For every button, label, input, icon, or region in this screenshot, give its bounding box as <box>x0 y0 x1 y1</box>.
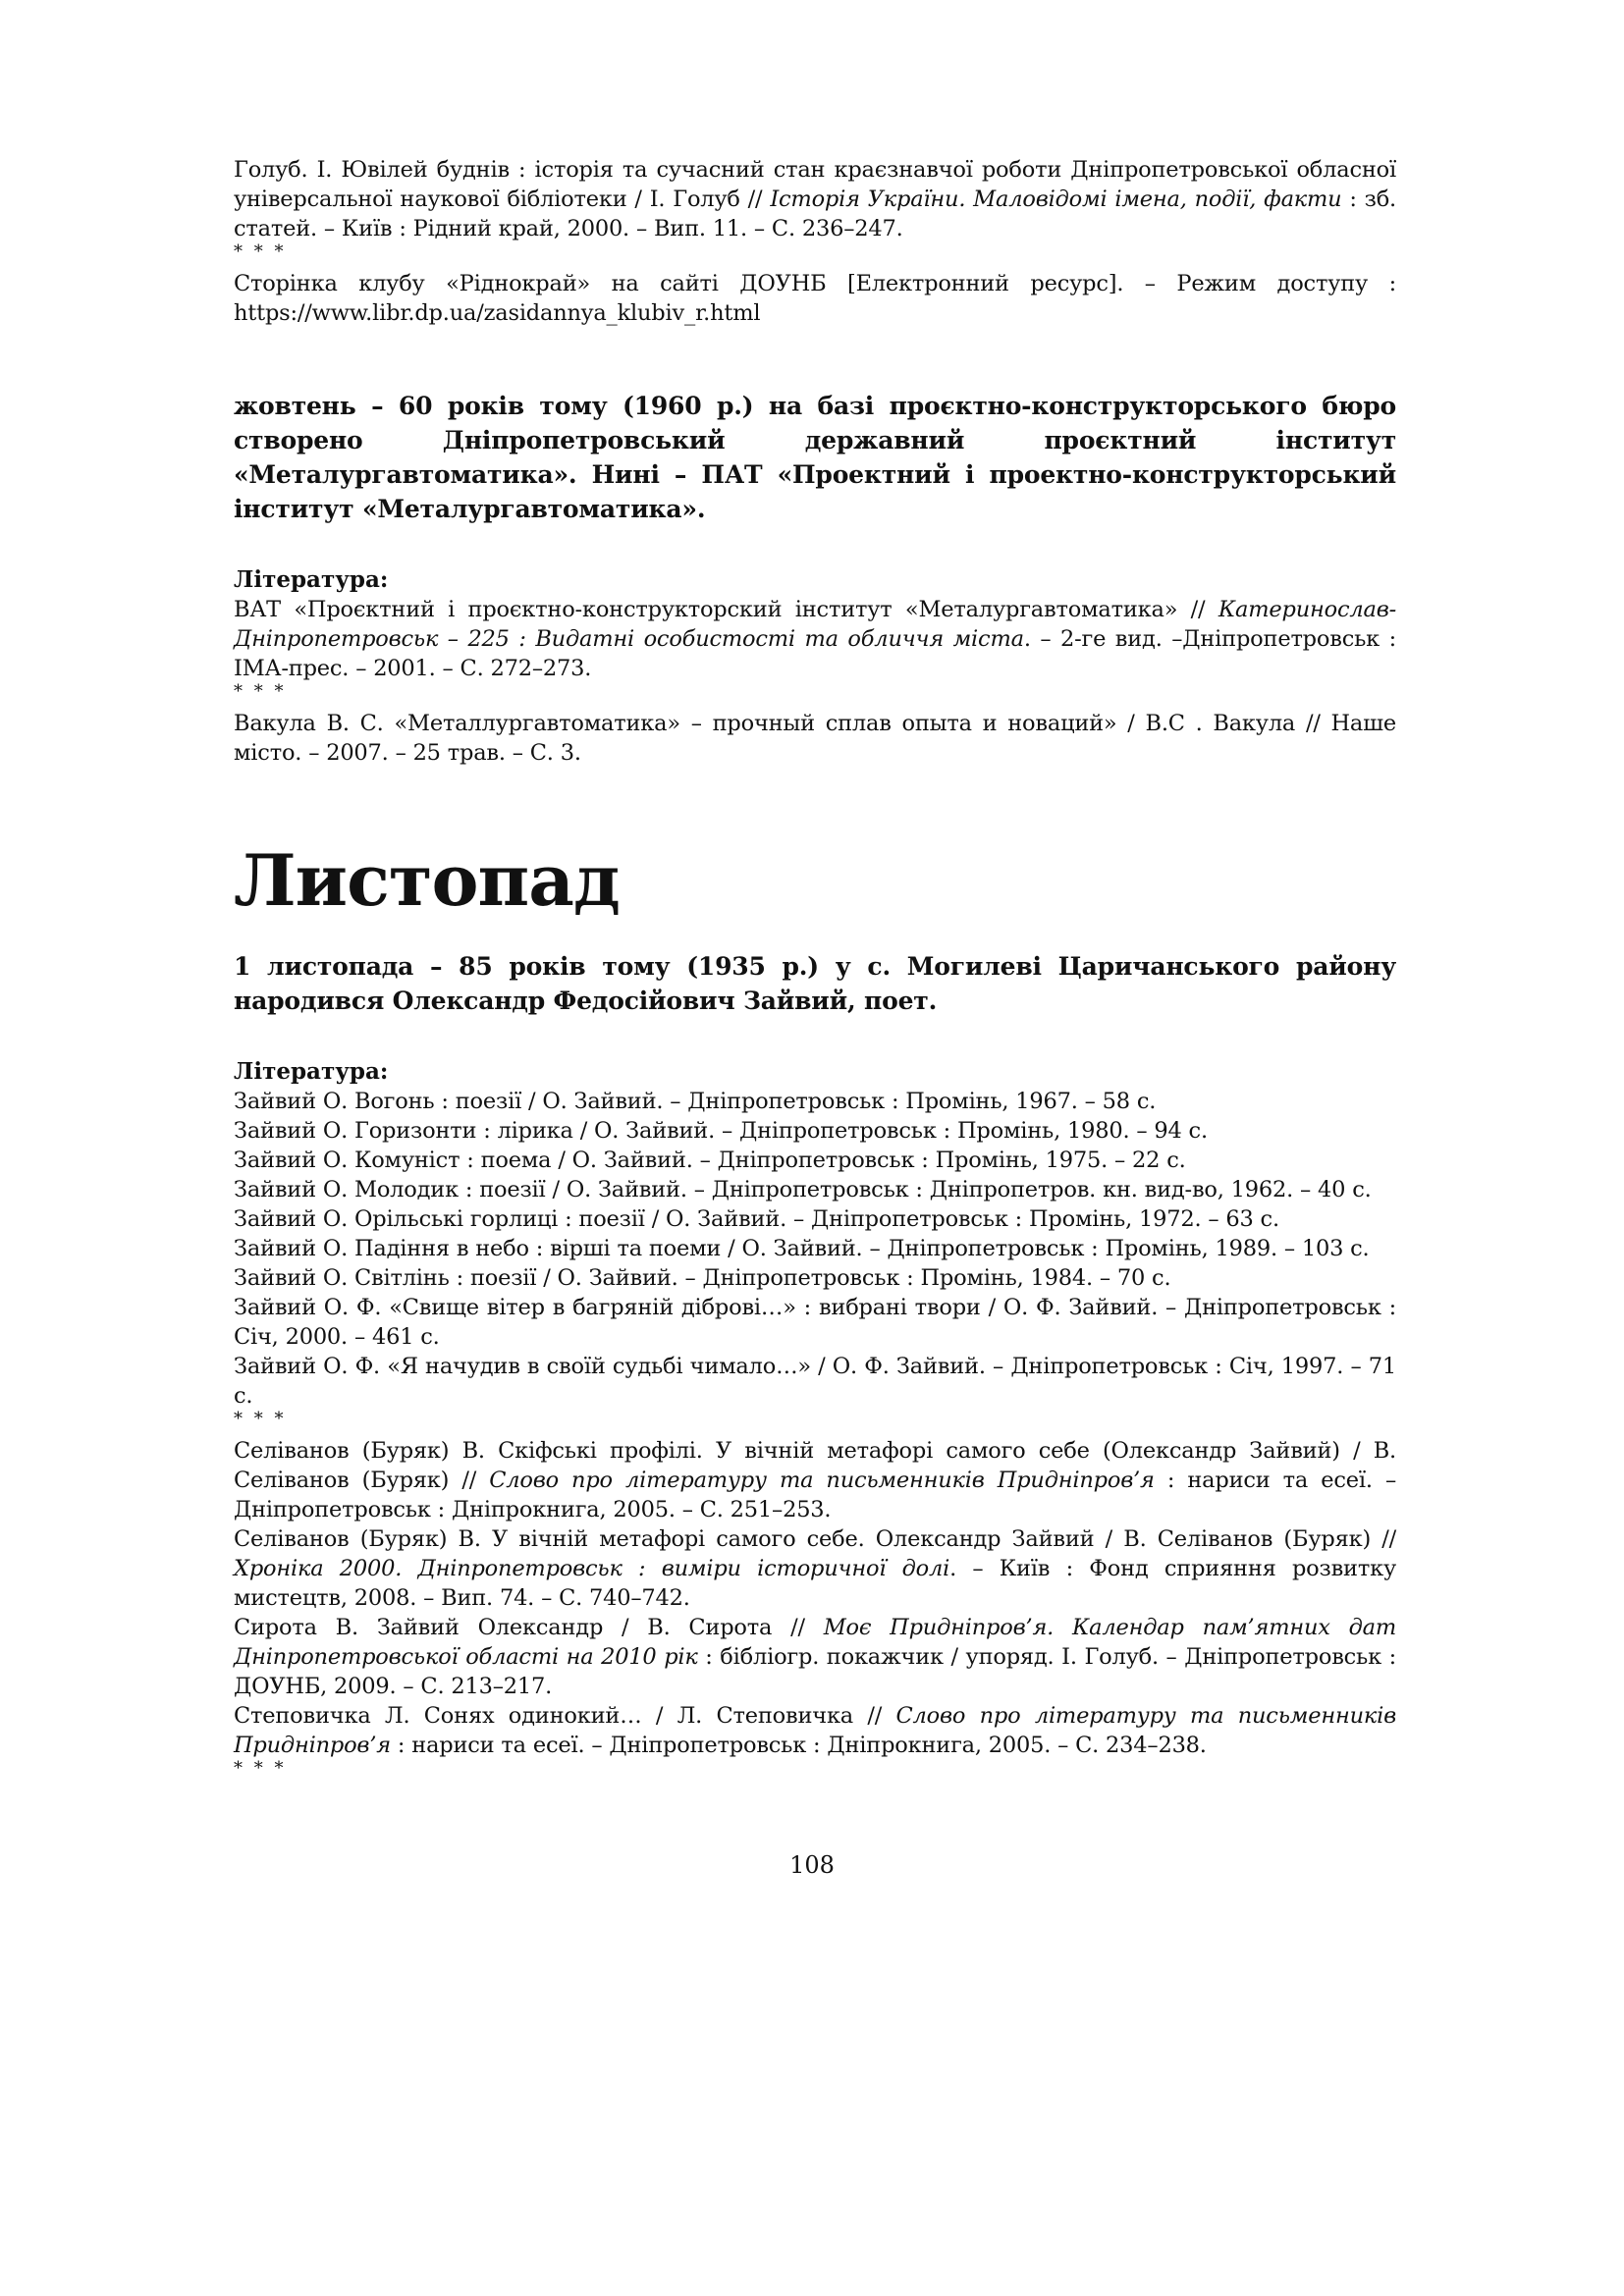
reference-text: : нариси та есеї. – Дніпропетровськ : Дніпрокнига, 2005. – С. 234–238. <box>390 1733 1207 1758</box>
reference-title-italic: Слово про літературу та письменників Придніпров’я <box>489 1468 1155 1493</box>
reference-entry <box>234 1524 1396 1613</box>
reference-entry <box>234 1613 1396 1701</box>
reference-text: Зайвий О. Молодик : поезії / О. Зайвий. – Дніпропетровськ : Дніпропетров. кн. вид-во, 1962. – 40 с. <box>234 1177 1372 1202</box>
reference-entry <box>234 1204 1396 1234</box>
reference-text: Зайвий О. Горизонти : лірика / О. Зайвий. – Дніпропетровськ : Промінь, 1980. – 94 с. <box>234 1118 1208 1144</box>
references-block-1 <box>234 155 1396 328</box>
reference-entry <box>234 1263 1396 1293</box>
separator-stars: * * * <box>234 681 287 702</box>
reference-entry <box>234 269 1396 328</box>
reference-text: Сторінка клубу «Ріднокрай» на сайті ДОУНБ [Електронний ресурс]. – Режим доступу : https://www.libr.dp.ua/zasidannya_klubiv_r.html <box>234 271 1396 326</box>
reference-title-italic: Історія України. Маловідомі імена, події, факти <box>770 187 1342 212</box>
page-number: 108 <box>789 1851 835 1879</box>
reference-text: Зайвий О. Ф. «Я начудив в своїй судьбі чимало…» / О. Ф. Зайвий. – Дніпропетровськ : Січ, 1997. – 71 с. <box>234 1354 1396 1409</box>
reference-text: Степовичка Л. Сонях одинокий… / Л. Степовичка // <box>234 1703 896 1729</box>
reference-text: : зб. статей. – Київ : Рідний край, 2000. – Вип. 11. – С. 236–247. <box>234 187 1397 241</box>
reference-text: Зайвий О. Орільські горлиці : поезії / О. Зайвий. – Дніпропетровськ : Промінь, 1972. – 63 с. <box>234 1206 1279 1232</box>
event-paragraph: жовтень – 60 років тому (1960 р.) на базі проєктно-конструкторського бюро створено Дніпропетровський державний проєктний інститут «Металургавтоматика». Нині – ПАТ «Проектний і проектно-конструкторський інститут «Металургавтоматика». <box>234 392 1396 523</box>
reference-text: Зайвий О. Вогонь : поезії / О. Зайвий. – Дніпропетровськ : Промінь, 1967. – 58 с. <box>234 1089 1157 1114</box>
reference-text: ВАТ «Проєктний і проєктно-конструкторский інститут «Металургавтоматика» // <box>234 597 1218 622</box>
reference-list <box>234 155 1396 243</box>
month-heading: Листопад <box>234 838 620 922</box>
reference-list <box>234 269 1396 328</box>
reference-list <box>234 595 1396 683</box>
reference-text: Селіванов (Буряк) В. У вічній метафорі самого себе. Олександр Зайвий / В. Селіванов (Буряк) // <box>234 1526 1396 1552</box>
reference-text: : нариси та есеї. – Дніпропетровськ : Дніпрокнига, 2005. – С. 251–253. <box>234 1468 1396 1522</box>
reference-text: . – Київ : Фонд сприяння розвитку мистецтв, 2008. – Вип. 74. – С. 740–742. <box>234 1556 1396 1611</box>
reference-text: Зайвий О. Падіння в небо : вірші та поеми / О. Зайвий. – Дніпропетровськ : Промінь, 1989. – 103 с. <box>234 1236 1370 1261</box>
literature-heading: Література: <box>234 566 389 593</box>
reference-text: Зайвий О. Комуніст : поема / О. Зайвий. – Дніпропетровськ : Промінь, 1975. – 22 с. <box>234 1148 1186 1173</box>
reference-entry <box>234 595 1396 683</box>
separator-stars: * * * <box>234 241 287 262</box>
reference-entry <box>234 1352 1396 1411</box>
reference-entry <box>234 1436 1396 1524</box>
reference-title-italic: Катеринослав-Дніпропетровськ – 225 : Видатні особистості та обличчя міста <box>234 597 1396 652</box>
reference-entry <box>234 1701 1396 1760</box>
reference-entry <box>234 1116 1396 1146</box>
reference-title-italic: Слово про літературу та письменників Придніпров’я <box>234 1703 1396 1758</box>
reference-entry <box>234 1293 1396 1352</box>
reference-list <box>234 1087 1396 1411</box>
reference-text: Селіванов (Буряк) В. Скіфські профілі. У вічній метафорі самого себе (Олександр Зайвий) / В. Селіванов (Буряк) // <box>234 1438 1396 1493</box>
reference-entry <box>234 709 1396 768</box>
reference-text: . – 2-ге вид. –Дніпропетровськ : ІМА-прес. – 2001. – С. 272–273. <box>234 626 1396 681</box>
reference-title-italic: Хроніка 2000. Дніпропетровськ : виміри історичної долі <box>234 1556 950 1581</box>
reference-text: : бібліогр. покажчик / упоряд. І. Голуб. – Дніпропетровськ : ДОУНБ, 2009. – С. 213–217. <box>234 1644 1396 1699</box>
reference-text: Голуб. І. Ювілей буднів : історія та сучасний стан краєзнавчої роботи Дніпропетровської обласної універсальної наукової бібліотеки / І. Голуб // <box>234 157 1396 212</box>
reference-list <box>234 709 1396 768</box>
reference-entry <box>234 1146 1396 1175</box>
page-content <box>234 155 1396 1786</box>
separator-stars: * * * <box>234 1758 287 1779</box>
reference-text: Вакула В. С. «Металлургавтоматика» – прочный сплав опыта и новаций» / В.С . Вакула // Наше місто. – 2007. – 25 трав. – С. 3. <box>234 711 1396 766</box>
reference-text: Зайвий О. Ф. «Свище вітер в багряній діброві…» : вибрані твори / О. Ф. Зайвий. – Дніпропетровськ : Січ, 2000. – 461 с. <box>234 1295 1396 1350</box>
event-paragraph: 1 листопада – 85 років тому (1935 р.) у с. Могилеві Царичанського району народився Олександр Федосійович Зайвий, поет. <box>234 952 1396 1015</box>
reference-entry <box>234 1087 1396 1116</box>
literature-heading: Література: <box>234 1058 389 1085</box>
reference-title-italic: Моє Придніпров’я. Календар пам’ятних дат Дніпропетровської області на 2010 рік <box>234 1615 1396 1670</box>
reference-text: Зайвий О. Світлінь : поезії / О. Зайвий. – Дніпропетровськ : Промінь, 1984. – 70 с. <box>234 1265 1171 1291</box>
separator-stars: * * * <box>234 1409 287 1429</box>
reference-entry <box>234 1175 1396 1204</box>
reference-entry <box>234 1234 1396 1263</box>
reference-text: Сирота В. Зайвий Олександр / В. Сирота // <box>234 1615 824 1640</box>
reference-entry <box>234 155 1396 243</box>
reference-list <box>234 1436 1396 1760</box>
